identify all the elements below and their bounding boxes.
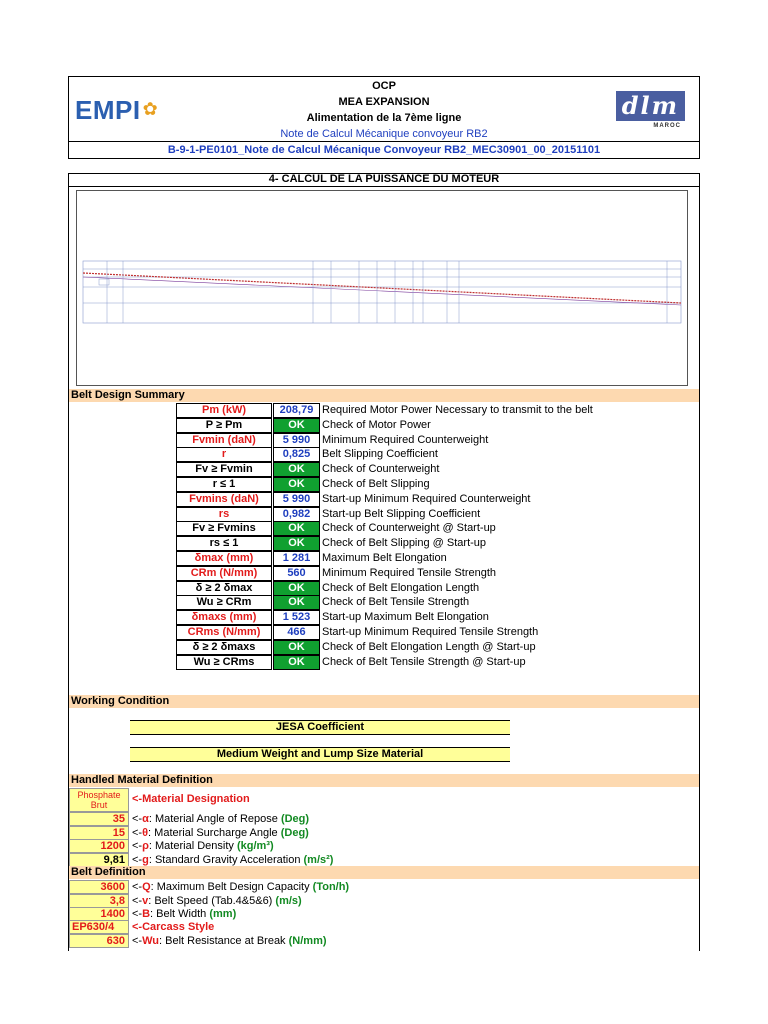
summary-value: 1 281 [273,551,320,566]
carcass-value[interactable]: EP630/4 [69,920,129,934]
empi-emblem-icon: ✿ [142,99,159,119]
status-ok-badge: OK [273,536,320,551]
summary-description: Minimum Required Counterweight [322,433,489,446]
belt-param-value[interactable]: 1400 [69,907,129,921]
material-param-desc: <-g: Standard Gravity Acceleration (m/s²) [132,853,334,866]
summary-row [176,418,676,433]
summary-label: CRm (N/mm) [176,566,272,581]
belt-param-value[interactable]: 3600 [69,880,129,894]
material-param-value[interactable]: 35 [69,812,129,826]
summary-value: 208,79 [273,403,320,418]
summary-row [176,447,676,462]
status-ok-badge: OK [273,595,320,610]
summary-description: Check of Motor Power [322,418,431,431]
belt-resistance-desc: <-Wu: Belt Resistance at Break (N/mm) [132,935,327,947]
summary-label: δmaxs (mm) [176,610,272,625]
status-ok-badge: OK [273,521,320,536]
belt-param-row [69,880,699,894]
summary-description: Check of Belt Tensile Strength @ Start-up [322,655,526,668]
note-title: Note de Calcul Mécanique convoyeur RB2 [280,128,488,140]
summary-description: Check of Belt Elongation Length @ Start-up [322,640,536,653]
material-param-row [69,812,699,826]
material-param-desc: <-α: Material Angle of Repose (Deg) [132,813,310,825]
material-param-desc: <-θ: Material Surcharge Angle (Deg) [132,826,309,839]
summary-description: Start-up Belt Slipping Coefficient [322,507,481,520]
document-header [68,76,700,142]
summary-row [176,566,676,581]
belt-param-desc: <-Q: Maximum Belt Design Capacity (Ton/h) [132,881,350,893]
belt-definition-heading: Belt Definition [69,866,699,879]
section-title: 4- CALCUL DE LA PUISSANCE DU MOTEUR [68,173,700,187]
summary-row [176,477,676,492]
summary-row [176,492,676,507]
summary-label: δ ≥ 2 δmax [176,581,272,596]
summary-label: rs ≤ 1 [176,536,272,551]
material-param-value[interactable]: 1200 [69,839,129,853]
summary-description: Belt Slipping Coefficient [322,448,438,461]
status-ok-badge: OK [273,640,320,655]
summary-row [176,403,676,418]
document-reference: B-9-1-PE0101_Note de Calcul Mécanique Convoyeur RB2_MEC30901_00_20151101 [68,142,700,159]
project-name: MEA EXPANSION [338,96,430,108]
carcass-row [69,920,699,934]
summary-label: Wu ≥ CRms [176,655,272,670]
summary-value: 0,982 [273,507,320,522]
status-ok-badge: OK [273,462,320,477]
summary-value: 466 [273,625,320,640]
summary-label: Wu ≥ CRm [176,595,272,610]
summary-label: Fvmin (daN) [176,433,272,448]
belt-resistance-value[interactable]: 630 [69,934,129,948]
summary-row [176,640,676,655]
summary-label: Fvmins (daN) [176,492,272,507]
summary-label: CRms (N/mm) [176,625,272,640]
summary-row [176,551,676,566]
belt-resistance-row [69,934,699,948]
material-param-value[interactable]: 9,81 [69,853,129,867]
material-designation-value[interactable]: Phosphate Brut [69,788,129,812]
material-param-row [69,839,699,853]
belt-param-row [69,894,699,908]
summary-description: Check of Belt Elongation Length [322,581,480,594]
belt-param-value[interactable]: 3,8 [69,894,129,908]
summary-description: Start-up Maximum Belt Elongation [322,611,489,624]
carcass-label: <-Carcass Style [132,921,215,933]
summary-label: Fv ≥ Fvmin [176,462,272,477]
summary-description: Maximum Belt Elongation [322,552,447,564]
summary-row [176,581,676,596]
material-param-row [69,853,699,867]
belt-param-desc: <-v: Belt Speed (Tab.4&5&6) (m/s) [132,894,302,907]
status-ok-badge: OK [273,655,320,670]
summary-description: Check of Counterweight @ Start-up [322,522,496,535]
status-ok-badge: OK [273,477,320,492]
summary-row [176,655,676,670]
summary-value: 5 990 [273,433,320,448]
summary-row [176,521,676,536]
summary-description: Required Motor Power Necessary to transmit to the belt [322,404,593,416]
summary-label: Pm (kW) [176,403,272,418]
working-condition-heading: Working Condition [69,695,699,708]
summary-label: P ≥ Pm [176,418,272,433]
summary-label: Fv ≥ Fvmins [176,521,272,536]
material-param-desc: <-ρ: Material Density (kg/m³) [132,840,274,853]
material-param-row [69,826,699,840]
summary-description: Start-up Minimum Required Counterweight [322,492,531,505]
summary-value: 0,825 [273,447,320,462]
summary-row [176,625,676,640]
summary-row [176,507,676,522]
summary-row [176,610,676,625]
dlm-logo-subtitle: MAROC [653,123,681,129]
jesa-coefficient: JESA Coefficient [130,720,510,735]
conveyor-profile-icon [77,191,687,385]
summary-description: Check of Counterweight [322,463,440,476]
summary-value: 560 [273,566,320,581]
summary-label: rs [176,507,272,522]
empi-logo: EMPI ✿ [75,95,159,125]
summary-label: δmax (mm) [176,551,272,566]
summary-row [176,595,676,610]
summary-row [176,536,676,551]
summary-description: Check of Belt Slipping [322,478,430,490]
belt-param-desc: <-B: Belt Width (mm) [132,908,237,921]
summary-value: 1 523 [273,610,320,625]
summary-label: r [176,447,272,462]
company-name: OCP [372,80,396,92]
status-ok-badge: OK [273,418,320,433]
belt-summary-heading: Belt Design Summary [69,389,699,402]
material-designation-label: <-Material Designation [132,793,250,805]
status-ok-badge: OK [273,581,320,596]
summary-row [176,433,676,448]
summary-label: r ≤ 1 [176,477,272,492]
material-type: Medium Weight and Lump Size Material [130,747,510,762]
summary-description: Start-up Minimum Required Tensile Strength [322,626,539,638]
handled-material-heading: Handled Material Definition [69,774,699,787]
conveyor-drawing [76,190,688,386]
material-param-value[interactable]: 15 [69,826,129,840]
summary-value: 5 990 [273,492,320,507]
summary-description: Check of Belt Tensile Strength [322,596,470,609]
summary-description: Minimum Required Tensile Strength [322,566,497,579]
summary-label: δ ≥ 2 δmaxs [176,640,272,655]
summary-row [176,462,676,477]
dlm-logo: dlm [616,91,685,121]
project-subtitle: Alimentation de la 7ème ligne [306,112,462,124]
summary-description: Check of Belt Slipping @ Start-up [322,537,487,550]
